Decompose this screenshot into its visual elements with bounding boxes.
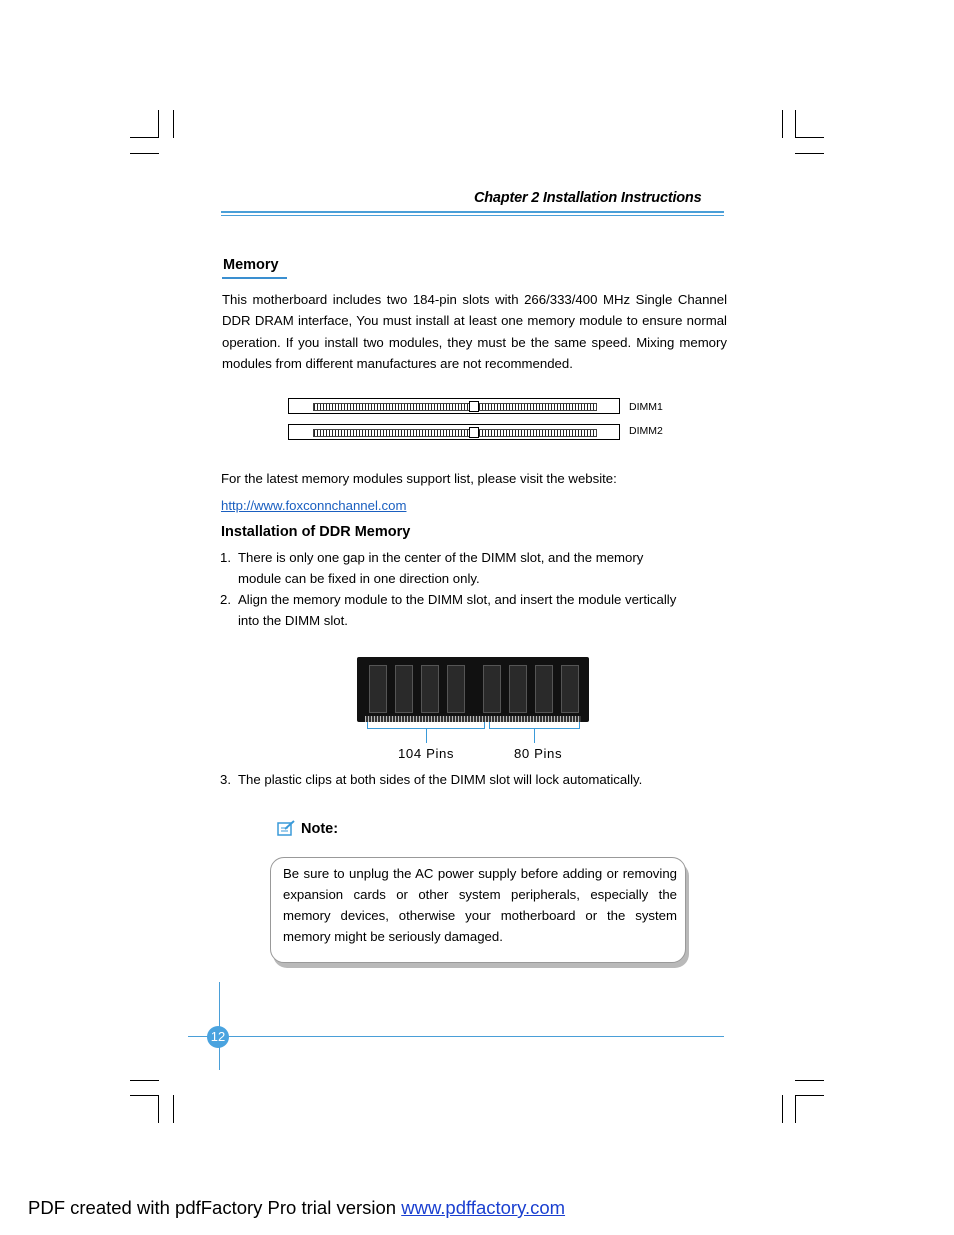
memory-heading-underline [222,277,287,279]
pins-left-label: 104 Pins [398,746,455,761]
list-item [220,547,690,589]
note-box [270,857,686,963]
dimm2-label: DIMM2 [629,425,663,437]
footer-rule [188,1036,724,1037]
install-heading: Installation of DDR Memory [221,524,411,540]
step-text: Align the memory module to the DIMM slot, and insert the module vertically into the DIMM slot. [238,592,677,628]
dimm2-slot [288,424,620,440]
note-label: Note: [301,821,339,837]
support-text: For the latest memory modules support list, please visit the website: [221,471,617,486]
pins-right-label: 80 Pins [514,746,563,761]
header-rule-thin [221,215,724,216]
pdf-footer-text: PDF created with pdfFactory Pro trial version [28,1197,402,1218]
step-number: 1. [220,550,231,565]
note-icon [277,820,295,836]
step-text: There is only one gap in the center of the DIMM slot, and the memory module can be fixed in one direction only. [238,550,644,586]
pdf-footer [28,1197,565,1219]
list-item [220,769,690,790]
note-text: Be sure to unplug the AC power supply before adding or removing expansion cards or other system peripherals, especially the memory devices, otherwise your motherboard or the system memory might be seriously damaged. [283,866,677,944]
pdf-footer-link[interactable]: www.pdffactory.com [401,1197,566,1218]
dimm1-label: DIMM1 [629,401,663,413]
step-number: 2. [220,592,231,607]
step-text: The plastic clips at both sides of the DIMM slot will lock automatically. [238,772,643,787]
page-number: 12 [207,1026,229,1048]
memory-heading: Memory [223,257,279,273]
chapter-header: Chapter 2 Installation Instructions [474,190,702,206]
header-rule [221,211,724,213]
step-number: 3. [220,772,231,787]
support-link[interactable]: http://www.foxconnchannel.com [221,498,407,513]
memory-module-image [357,657,589,722]
dimm1-slot [288,398,620,414]
list-item [220,589,690,631]
memory-paragraph: This motherboard includes two 184-pin slots with 266/333/400 MHz Single Channel DDR DRAM interface, You must install at least one memory module to ensure normal operation. If you install two modules, they must be the same speed. Mixing memory modules from different manufactures are not recommended. [222,292,727,371]
